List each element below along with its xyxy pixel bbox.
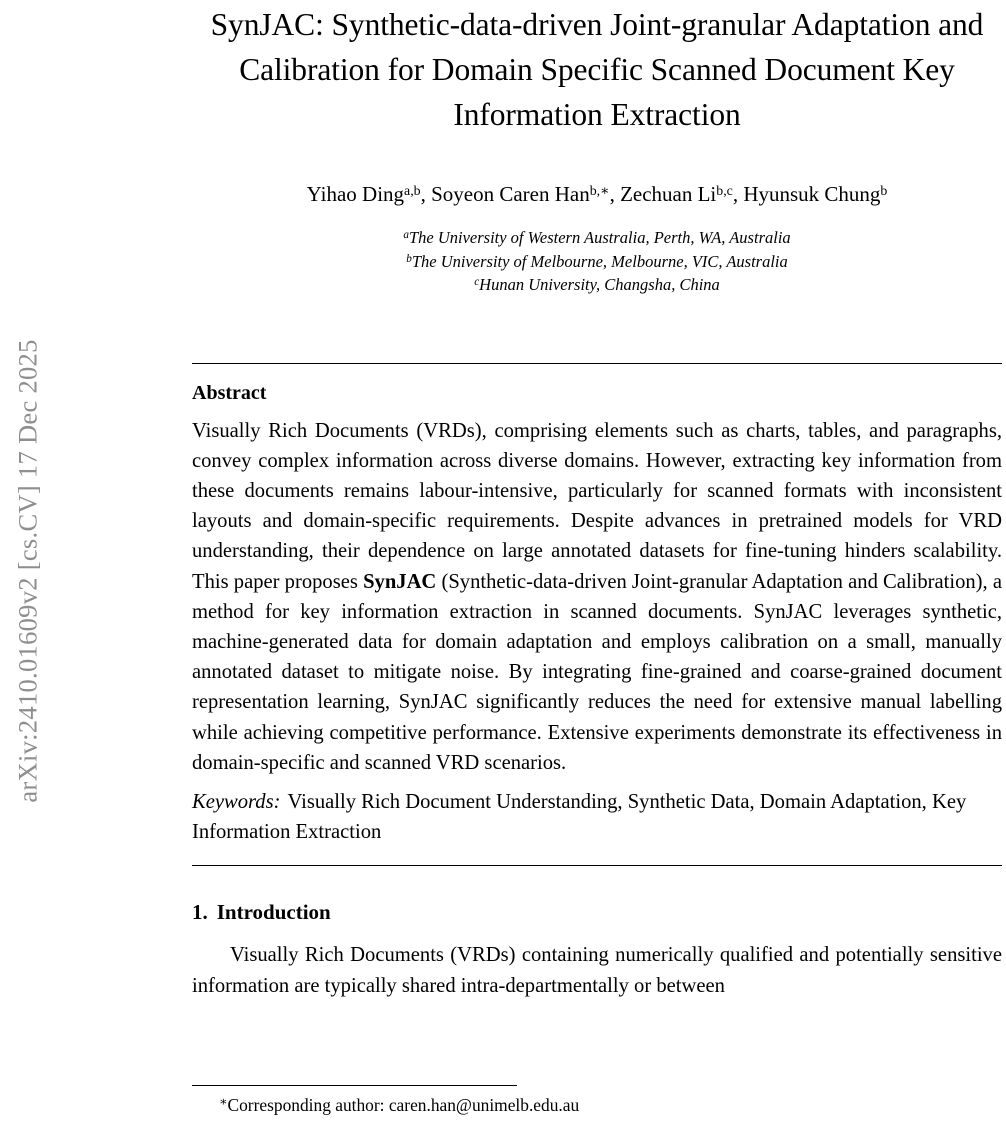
introduction-paragraph: Visually Rich Documents (VRDs) containing numerically qualified and potentially sensitive information are typically shared intra-departmentally or between — [192, 944, 1002, 997]
author-entry — [620, 182, 743, 206]
author-name: Zechuan Li — [620, 182, 717, 206]
author-entry — [743, 182, 887, 206]
abstract-text-part-1: Visually Rich Documents (VRDs), comprising elements such as charts, tables, and paragraphs, convey complex information across diverse domains. However, extracting key information from these documents remains labour-intensive, particularly for scanned formats with inconsistent layouts and domain-specific requirements. Despite advances in pretrained models for VRD understanding, their dependence on large annotated datasets for fine-tuning hinders scalability. This paper proposes — [192, 419, 1002, 593]
abstract-bold-term: SynJAC — [363, 570, 437, 593]
author-name: Yihao Ding — [306, 182, 405, 206]
affiliation-mark: a — [403, 228, 409, 241]
author-affil-marks: a,b — [404, 183, 421, 199]
keywords-value: Visually Rich Document Understanding, Synthetic Data, Domain Adaptation, Key Information Extraction — [192, 790, 967, 844]
abstract-text-part-2: (Synthetic-data-driven Joint-granular Adaptation and Calibration), a method for key information extraction in scanned documents. SynJAC leverages synthetic, machine-generated data for domain adaptation and employs calibration on a small, manually annotated dataset to mitigate noise. By integrating fine-grained and coarse-grained document representation learning, SynJAC significantly reduces the need for extensive manual labelling while achieving competitive performance. Extensive experiments demonstrate its effectiveness in domain-specific and scanned VRD scenarios. — [192, 570, 1002, 774]
footnote-text — [192, 1086, 1002, 1117]
author-affil-marks: b,c — [716, 183, 733, 199]
paper-content — [192, 0, 1002, 1141]
author-entry — [431, 182, 620, 206]
arxiv-stamp-text: arXiv:2410.01609v2 [cs.CV] 17 Dec 2025 — [12, 338, 43, 803]
affiliation-item — [192, 273, 1002, 297]
page-title: SynJAC: Synthetic-data-driven Joint-granular Adaptation and Calibration for Domain Specific Scanned Document Key Information Extraction — [210, 7, 984, 132]
affiliation-mark: c — [474, 275, 480, 288]
abstract-body — [192, 406, 1002, 778]
affiliation-mark: b — [406, 252, 412, 265]
abstract-heading: Abstract — [192, 381, 267, 404]
footnote-content: Corresponding author: caren.han@unimelb.edu.au — [227, 1095, 580, 1115]
author-affil-marks: b,∗ — [589, 183, 610, 199]
affiliation-text: The University of Melbourne, Melbourne, VIC, Australia — [411, 251, 788, 271]
footnote-mark: ∗ — [219, 1094, 228, 1109]
affiliation-item — [192, 250, 1002, 274]
author-separator: , — [420, 182, 432, 206]
author-name: Hyunsuk Chung — [743, 182, 881, 206]
author-separator: , — [609, 182, 621, 206]
affiliation-text: Hunan University, Changsha, China — [479, 275, 720, 294]
affiliation-text: The University of Western Australia, Perth, WA, Australia — [408, 228, 791, 247]
author-entry — [307, 182, 431, 206]
author-affil-marks: b — [880, 183, 888, 199]
keywords-label: Keywords: — [192, 790, 281, 813]
affiliation-list — [192, 208, 1002, 297]
section-heading-introduction — [192, 866, 1002, 926]
affiliation-item — [192, 226, 1002, 250]
author-separator: , — [732, 182, 744, 206]
keywords-line — [192, 778, 1002, 847]
arxiv-stamp — [0, 0, 56, 1141]
section-title: Introduction — [216, 900, 331, 925]
footnote-area — [192, 1085, 1002, 1117]
author-name: Soyeon Caren Han — [431, 182, 590, 206]
section-number: 1. — [192, 900, 208, 925]
author-list — [192, 137, 1002, 208]
